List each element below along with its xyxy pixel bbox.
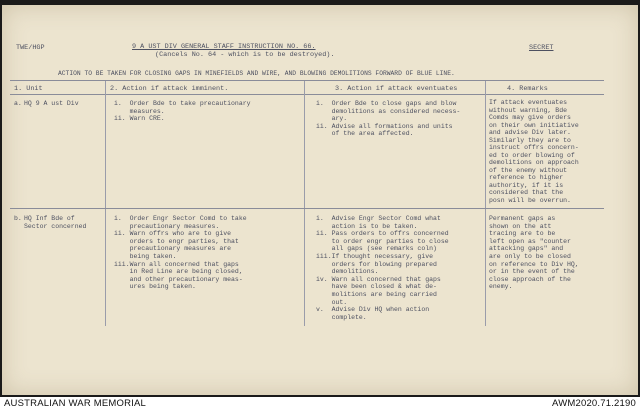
row-remarks: If attack eventuates without warning, Bde Comds may give orders on their own initiative and advise Div later. Similarly they are to instruct offrs concern- ed to order blowing of demolitions on approach of the enemy without reference to higher authority, if it is considered that the posn will be overrun. — [489, 99, 579, 204]
row-remarks: Permanent gaps as shown on the att tracing are to be left open as "counter attacking gaps" and are only to be closed on reference to Div HQ, or in the event of the close approach of the enemy. — [489, 215, 579, 291]
document-subtitle: (Cancels No. 64 - which is to be destroyed). — [155, 51, 335, 59]
column-header-remarks: 4. Remarks — [507, 85, 548, 93]
main-heading: ACTION TO BE TAKEN FOR CLOSING GAPS IN MINEFIELDS AND WIRE, AND BLOWING DEMOLITIONS FORWARD OF BLUE LINE. — [58, 70, 455, 77]
column-header-eventuates: 3. Action if attack eventuates — [335, 85, 458, 93]
classification-label: SECRET — [529, 44, 554, 52]
footer-institution: AUSTRALIAN WAR MEMORIAL — [4, 398, 147, 409]
row-letter: a. — [14, 100, 22, 107]
document-title: 9 A UST DIV GENERAL STAFF INSTRUCTION NO. 66. — [132, 43, 316, 51]
row-unit: HQ 9 A ust Div — [24, 100, 79, 107]
column-divider — [485, 81, 486, 326]
archive-footer — [0, 397, 640, 411]
row-letter: b. — [14, 215, 22, 222]
document-page — [2, 5, 638, 395]
row-divider — [10, 208, 604, 209]
row-eventuates-action: i. Order Bde to close gaps and blow demolitions as considered necess- ary. ii. Advise all formations and units of the area affected. — [316, 100, 461, 138]
row-unit: HQ Inf Bde of Sector concerned — [24, 215, 87, 230]
document-reference: TWE/HGP — [16, 44, 45, 52]
header-rule — [10, 94, 604, 95]
column-divider — [105, 81, 106, 326]
footer-accession-number: AWM2020.71.2190 — [552, 398, 636, 409]
column-divider — [304, 81, 305, 326]
column-header-unit: 1. Unit — [14, 85, 43, 93]
row-eventuates-action: i. Advise Engr Sector Comd what action is to be taken. ii. Pass orders to offrs concerned to order engr parties to close all gaps (see remarks coln) iii.If thought necessary, give orders for blowing prepared demolitions. iv. Warn all concerned that gaps have been closed & what de- molitions are being carried out. v. Advise Div HQ when action complete. — [316, 215, 449, 321]
column-header-imminent: 2. Action if attack imminent. — [110, 85, 229, 93]
row-imminent-action: i. Order Engr Sector Comd to take precautionary measures. ii. Warn offrs who are to give orders to engr parties, that precautionary measures are being taken. iii.Warn all concerned that gaps in Red Line are being closed, and other precautionary meas- ures being taken. — [114, 215, 247, 291]
heading-underline — [10, 80, 604, 81]
row-imminent-action: i. Order Bde to take precautionary measures. ii. Warn CRE. — [114, 100, 251, 123]
